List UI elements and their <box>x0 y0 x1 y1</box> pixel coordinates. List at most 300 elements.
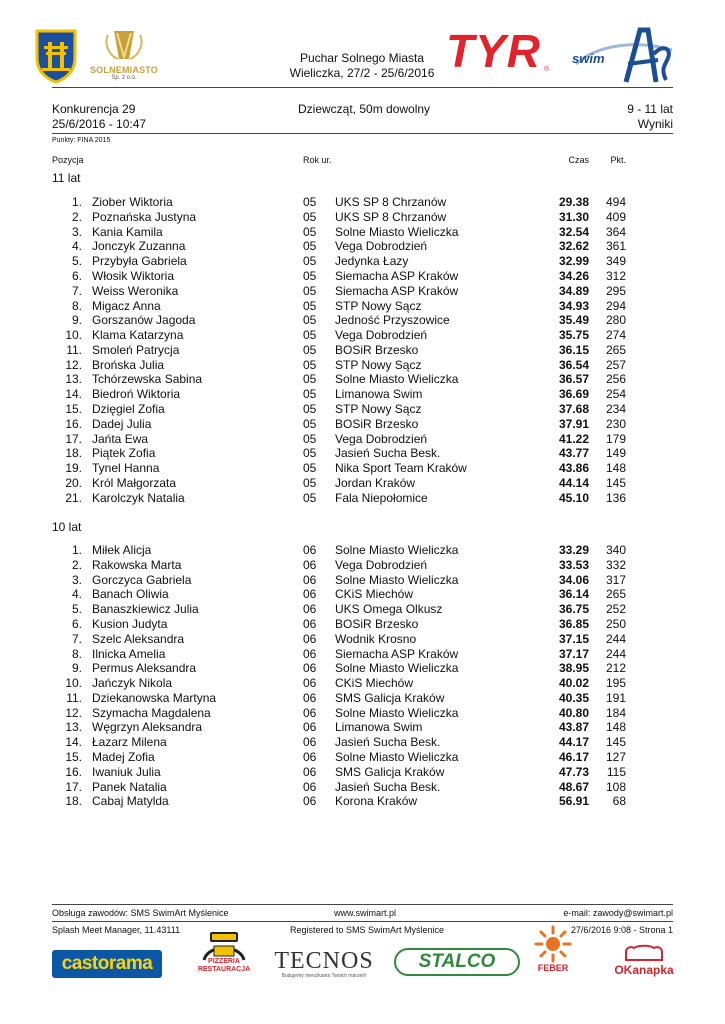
result-time: 40.35 <box>558 690 589 705</box>
result-points: 244 <box>605 646 626 661</box>
result-time: 32.54 <box>558 224 589 239</box>
result-position: 9. <box>71 313 82 328</box>
result-position: 12. <box>65 705 82 720</box>
okanapka-logo-text: OKanapka <box>614 963 674 977</box>
club-name: Jasień Sucha Besk. <box>335 735 441 750</box>
result-points: 254 <box>605 387 626 402</box>
table-row <box>0 269 725 284</box>
birth-year: 05 <box>303 490 317 505</box>
birth-year: 06 <box>303 631 317 646</box>
result-points: 68 <box>612 794 626 809</box>
birth-year: 05 <box>303 254 317 269</box>
birth-year: 05 <box>303 416 317 431</box>
registered-mark-icon: ® <box>544 66 550 73</box>
club-name: STP Nowy Sącz <box>335 401 422 416</box>
table-row <box>0 617 725 632</box>
result-points: 340 <box>605 543 626 557</box>
result-time: 34.89 <box>558 283 589 298</box>
table-row <box>0 706 725 721</box>
swimmer-name: Kusion Judyta <box>92 616 168 631</box>
result-time: 36.54 <box>558 357 589 372</box>
result-position: 8. <box>71 646 82 661</box>
result-position: 5. <box>71 602 82 617</box>
tecnos-logo-text: TECNOS <box>274 948 374 974</box>
result-position: 7. <box>71 631 82 646</box>
swimmer-name: Jańczyk Nikola <box>92 676 173 690</box>
swimmer-name: Cabaj Matylda <box>92 794 169 809</box>
birth-year: 05 <box>303 195 317 209</box>
footer-email[interactable]: e-mail: zawody@swimart.pl <box>563 908 673 918</box>
solnemiasto-logo <box>84 27 164 87</box>
column-header-position: Pozycja <box>52 155 84 165</box>
result-time: 46.17 <box>558 749 589 764</box>
result-points: 148 <box>605 461 626 475</box>
meet-dates: Wieliczka, 27/2 - 25/6/2016 <box>289 66 435 80</box>
swimmer-name: Piątek Zofia <box>92 446 156 461</box>
result-points: 361 <box>605 239 626 254</box>
event-number: Konkurencja 29 <box>52 102 136 116</box>
club-name: Solne Miasto Wieliczka <box>335 661 459 676</box>
result-time: 35.75 <box>558 328 589 342</box>
club-name: SMS Galicja Kraków <box>335 764 445 779</box>
result-time: 36.85 <box>558 616 589 631</box>
result-points: 115 <box>606 764 626 779</box>
swimmer-name: Poznańska Justyna <box>92 209 197 224</box>
club-name: Nika Sport Team Kraków <box>335 461 467 475</box>
result-position: 11. <box>66 690 82 705</box>
result-time: 37.91 <box>558 416 589 431</box>
swimmer-name: Włosik Wiktoria <box>92 268 175 283</box>
stalco-logo-text: STALCO <box>418 951 496 972</box>
age-group-label: 10 lat <box>52 520 82 534</box>
result-points: 148 <box>605 720 626 735</box>
result-position: 1. <box>71 195 82 209</box>
result-position: 2. <box>71 209 82 224</box>
result-time: 36.15 <box>558 342 589 357</box>
result-time: 36.14 <box>558 587 589 602</box>
result-position: 14. <box>65 735 82 750</box>
swimmer-name: Łazarz Milena <box>92 735 167 750</box>
table-row <box>0 284 725 299</box>
pizzeria-logo-text: PIZZERIA RESTAURACJA <box>197 958 251 973</box>
result-time: 44.14 <box>558 475 589 490</box>
table-row <box>0 313 725 328</box>
birth-year: 05 <box>303 431 317 446</box>
footer-service: Obsługa zawodów: SMS SwimArt Myślenice <box>52 908 229 918</box>
birth-year: 05 <box>303 342 317 357</box>
footer-divider-top <box>52 904 673 905</box>
table-row <box>0 254 725 269</box>
result-points: 250 <box>605 616 626 631</box>
club-name: Jasień Sucha Besk. <box>335 779 441 794</box>
result-points: 145 <box>605 475 626 490</box>
club-name: Wodnik Krosno <box>335 631 417 646</box>
club-name: CKiS Miechów <box>335 587 414 602</box>
club-name: Solne Miasto Wieliczka <box>335 749 459 764</box>
result-points: 184 <box>605 705 626 720</box>
result-position: 3. <box>71 572 82 587</box>
result-time: 56.91 <box>558 794 589 809</box>
table-row <box>0 543 725 558</box>
swimmer-name: Permus Aleksandra <box>92 661 197 676</box>
club-name: CKiS Miechów <box>335 676 414 690</box>
table-row <box>0 402 725 417</box>
column-header-time: Czas <box>568 155 589 165</box>
birth-year: 05 <box>303 283 317 298</box>
result-position: 18. <box>65 446 82 461</box>
result-points: 265 <box>605 587 626 602</box>
result-position: 4. <box>71 587 82 602</box>
swimmer-name: Tchórzewska Sabina <box>92 372 203 387</box>
swimmer-name: Tynel Hanna <box>92 461 160 475</box>
result-position: 18. <box>65 794 82 809</box>
result-position: 19. <box>65 461 82 475</box>
birth-year: 05 <box>303 298 317 313</box>
birth-year: 05 <box>303 328 317 342</box>
swimmer-name: Gorszanów Jagoda <box>92 313 196 328</box>
table-row <box>0 794 725 809</box>
birth-year: 06 <box>303 646 317 661</box>
birth-year: 06 <box>303 705 317 720</box>
birth-year: 06 <box>303 794 317 809</box>
result-time: 43.77 <box>558 446 589 461</box>
club-name: BOSiR Brzesko <box>335 416 419 431</box>
birth-year: 05 <box>303 239 317 254</box>
castorama-logo-text: castorama <box>61 953 153 974</box>
swimmer-name: Szymacha Magdalena <box>92 705 211 720</box>
result-time: 32.62 <box>558 239 589 254</box>
table-row <box>0 720 725 735</box>
result-points: 332 <box>605 557 626 572</box>
club-name: Solne Miasto Wieliczka <box>335 372 459 387</box>
table-row <box>0 476 725 491</box>
result-points: 256 <box>605 372 626 387</box>
footer-website[interactable]: www.swimart.pl <box>334 908 397 918</box>
club-name: Siemacha ASP Kraków <box>335 646 459 661</box>
table-row <box>0 210 725 225</box>
birth-year: 06 <box>303 587 317 602</box>
table-row <box>0 676 725 691</box>
footer-software: Splash Meet Manager, 11.43111 <box>52 925 181 935</box>
result-position: 3. <box>71 224 82 239</box>
event-divider <box>52 133 673 134</box>
result-time: 48.67 <box>558 779 589 794</box>
result-time: 44.17 <box>558 735 589 750</box>
club-name: STP Nowy Sącz <box>335 298 422 313</box>
club-name: Korona Kraków <box>335 794 418 809</box>
swimmer-name: Banaszkiewicz Julia <box>92 602 199 617</box>
table-row <box>0 432 725 447</box>
birth-year: 05 <box>303 313 317 328</box>
result-position: 8. <box>71 298 82 313</box>
event-name: Dziewcząt, 50m dowolny <box>298 102 431 116</box>
birth-year: 05 <box>303 401 317 416</box>
swimmer-name: Szelc Aleksandra <box>92 631 185 646</box>
birth-year: 06 <box>303 690 317 705</box>
result-time: 37.17 <box>558 646 589 661</box>
meet-name: Puchar Solnego Miasta <box>299 51 425 65</box>
result-time: 43.86 <box>558 461 589 475</box>
okanapka-logo <box>612 944 676 980</box>
result-points: 349 <box>605 254 626 269</box>
result-time: 33.53 <box>558 557 589 572</box>
swimmer-name: Brońska Julia <box>92 357 165 372</box>
birth-year: 06 <box>303 602 317 617</box>
swimmer-name: Panek Natalia <box>92 779 167 794</box>
sofa-icon <box>612 944 676 962</box>
result-position: 5. <box>71 254 82 269</box>
result-points: 179 <box>605 431 626 446</box>
birth-year: 06 <box>303 764 317 779</box>
wieliczka-coat-of-arms-icon <box>34 28 78 84</box>
birth-year: 06 <box>303 735 317 750</box>
table-row <box>0 372 725 387</box>
result-position: 21. <box>65 490 82 505</box>
result-position: 15. <box>65 401 82 416</box>
birth-year: 06 <box>303 557 317 572</box>
result-position: 4. <box>71 239 82 254</box>
club-name: Jedynka Łazy <box>335 254 409 269</box>
pizzeria-logo <box>194 930 254 980</box>
result-points: 212 <box>605 661 626 676</box>
table-row <box>0 358 725 373</box>
result-time: 29.38 <box>558 195 589 209</box>
result-position: 16. <box>65 764 82 779</box>
table-row <box>0 632 725 647</box>
result-position: 9. <box>71 661 82 676</box>
header-divider <box>52 87 673 88</box>
swimmer-name: Banach Oliwia <box>92 587 169 602</box>
club-name: STP Nowy Sącz <box>335 357 422 372</box>
result-time: 36.57 <box>558 372 589 387</box>
result-position: 13. <box>65 720 82 735</box>
result-time: 32.99 <box>558 254 589 269</box>
result-points: 257 <box>605 357 626 372</box>
tyr-logo <box>446 25 556 80</box>
club-name: BOSiR Brzesko <box>335 342 419 357</box>
table-row <box>0 587 725 602</box>
result-points: 145 <box>605 735 626 750</box>
birth-year: 06 <box>303 720 317 735</box>
club-name: Vega Dobrodzień <box>335 557 428 572</box>
birth-year: 05 <box>303 446 317 461</box>
result-points: 230 <box>605 416 626 431</box>
table-row <box>0 225 725 240</box>
swimmer-name: Ziober Wiktoria <box>92 195 173 209</box>
result-points: 295 <box>605 283 626 298</box>
tyr-logo-text: TYR <box>446 25 541 77</box>
result-time: 36.75 <box>558 602 589 617</box>
table-row <box>0 239 725 254</box>
swimart-logo <box>568 24 678 86</box>
table-row <box>0 750 725 765</box>
swimmer-name: Iwaniuk Julia <box>92 764 161 779</box>
birth-year: 05 <box>303 357 317 372</box>
solnemiasto-logo-subtext: Sp. z o.o. <box>111 75 137 81</box>
club-name: Solne Miasto Wieliczka <box>335 705 459 720</box>
column-header-points: Pkt. <box>610 155 626 165</box>
swimmer-name: Dadej Julia <box>92 416 152 431</box>
stalco-logo <box>394 948 520 976</box>
birth-year: 06 <box>303 543 317 557</box>
result-time: 34.26 <box>558 268 589 283</box>
birth-year: 06 <box>303 676 317 690</box>
birth-year: 06 <box>303 572 317 587</box>
swimmer-name: Klama Katarzyna <box>92 328 184 342</box>
meet-title <box>262 51 462 81</box>
result-position: 2. <box>71 557 82 572</box>
table-row <box>0 299 725 314</box>
club-name: Vega Dobrodzień <box>335 239 428 254</box>
swimmer-name: Dzięgiel Zofia <box>92 401 165 416</box>
feber-logo <box>530 925 576 977</box>
result-points: 312 <box>605 268 626 283</box>
swimmer-name: Miłek Alicja <box>92 543 152 557</box>
result-time: 34.06 <box>558 572 589 587</box>
result-points: 108 <box>605 779 626 794</box>
table-row <box>0 558 725 573</box>
result-time: 37.15 <box>558 631 589 646</box>
result-position: 6. <box>71 616 82 631</box>
result-time: 43.87 <box>558 720 589 735</box>
column-header-year: Rok ur. <box>303 155 332 165</box>
result-position: 17. <box>65 779 82 794</box>
birth-year: 05 <box>303 209 317 224</box>
swimmer-name: Smoleń Patrycja <box>92 342 180 357</box>
age-group-label: 11 lat <box>52 171 81 185</box>
result-position: 10. <box>65 328 82 342</box>
birth-year: 05 <box>303 372 317 387</box>
swimmer-name: Weiss Weronika <box>92 283 179 298</box>
swimmer-name: Dziekanowska Martyna <box>92 690 217 705</box>
result-position: 1. <box>71 543 82 557</box>
result-time: 40.80 <box>558 705 589 720</box>
footer-registered: Registered to SMS SwimArt Myślenice <box>290 925 445 935</box>
swimmer-name: Jańta Ewa <box>92 431 149 446</box>
result-points: 127 <box>605 749 626 764</box>
birth-year: 06 <box>303 661 317 676</box>
result-position: 20. <box>65 475 82 490</box>
club-name: UKS Omega Olkusz <box>335 602 443 617</box>
result-position: 11. <box>66 342 82 357</box>
result-points: 136 <box>605 490 626 505</box>
swimmer-name: Król Małgorzata <box>92 475 177 490</box>
swimmer-name: Przybyła Gabriela <box>92 254 187 269</box>
club-name: Jordan Kraków <box>335 475 416 490</box>
club-name: Limanowa Swim <box>335 720 423 735</box>
result-time: 40.02 <box>558 676 589 690</box>
result-points: 234 <box>605 401 626 416</box>
result-points: 274 <box>605 328 626 342</box>
result-points: 280 <box>605 313 626 328</box>
swimmer-name: Jonczyk Zuzanna <box>92 239 186 254</box>
tecnos-logo-subtext: Budujemy mieszkania Twoich marzeń! <box>281 973 367 979</box>
result-points: 252 <box>605 602 626 617</box>
table-row <box>0 343 725 358</box>
result-position: 16. <box>65 416 82 431</box>
result-points: 265 <box>605 342 626 357</box>
club-name: Solne Miasto Wieliczka <box>335 543 459 557</box>
club-name: Siemacha ASP Kraków <box>335 283 459 298</box>
birth-year: 06 <box>303 616 317 631</box>
result-position: 10. <box>65 676 82 690</box>
birth-year: 05 <box>303 387 317 402</box>
club-name: Siemacha ASP Kraków <box>335 268 459 283</box>
swimmer-name: Madej Zofia <box>92 749 155 764</box>
table-row <box>0 661 725 676</box>
result-points: 244 <box>605 631 626 646</box>
swimmer-name: Gorczyca Gabriela <box>92 572 192 587</box>
club-name: UKS SP 8 Chrzanów <box>335 195 447 209</box>
sun-icon <box>530 925 576 963</box>
result-time: 41.22 <box>558 431 589 446</box>
tecnos-logo <box>272 948 376 980</box>
swimmer-name: Biedroń Wiktoria <box>92 387 181 402</box>
club-name: Fala Niepołomice <box>335 490 428 505</box>
event-ages: 9 - 11 lat <box>627 102 673 116</box>
table-row <box>0 417 725 432</box>
table-row <box>0 461 725 476</box>
birth-year: 05 <box>303 475 317 490</box>
table-row <box>0 387 725 402</box>
event-result-type: Wyniki <box>637 117 673 131</box>
result-position: 14. <box>65 387 82 402</box>
table-row <box>0 602 725 617</box>
club-name: BOSiR Brzesko <box>335 616 419 631</box>
club-name: Vega Dobrodzień <box>335 431 428 446</box>
table-row <box>0 735 725 750</box>
result-time: 35.49 <box>558 313 589 328</box>
birth-year: 05 <box>303 461 317 475</box>
result-points: 191 <box>605 690 626 705</box>
footer-divider-bottom <box>52 921 673 922</box>
birth-year: 06 <box>303 749 317 764</box>
table-row <box>0 780 725 795</box>
swimmer-name: Ilnicka Amelia <box>92 646 166 661</box>
club-name: Limanowa Swim <box>335 387 423 402</box>
result-points: 294 <box>605 298 626 313</box>
result-position: 7. <box>71 283 82 298</box>
swimmer-name: Migacz Anna <box>92 298 161 313</box>
result-position: 17. <box>65 431 82 446</box>
table-row <box>0 691 725 706</box>
castorama-logo <box>52 950 162 978</box>
result-position: 13. <box>65 372 82 387</box>
result-points: 494 <box>605 195 626 209</box>
club-name: Vega Dobrodzień <box>335 328 428 342</box>
result-time: 31.30 <box>558 209 589 224</box>
solnemiasto-logo-text: SOLNEMIASTO <box>89 65 159 75</box>
birth-year: 05 <box>303 224 317 239</box>
result-points: 317 <box>605 572 626 587</box>
result-points: 195 <box>605 676 626 690</box>
event-datetime: 25/6/2016 - 10:47 <box>52 117 147 131</box>
result-time: 36.69 <box>558 387 589 402</box>
result-time: 38.95 <box>558 661 589 676</box>
birth-year: 05 <box>303 268 317 283</box>
table-row <box>0 446 725 461</box>
result-position: 6. <box>71 268 82 283</box>
result-time: 33.29 <box>558 543 589 557</box>
club-name: Jasień Sucha Besk. <box>335 446 441 461</box>
swimmer-name: Rakowska Marta <box>92 557 182 572</box>
footer-printed: 27/6/2016 9:08 - Strona 1 <box>570 925 673 935</box>
result-points: 364 <box>605 224 626 239</box>
result-time: 34.93 <box>558 298 589 313</box>
table-row <box>0 328 725 343</box>
table-row <box>0 491 725 506</box>
swimmer-name: Węgrzyn Aleksandra <box>92 720 203 735</box>
